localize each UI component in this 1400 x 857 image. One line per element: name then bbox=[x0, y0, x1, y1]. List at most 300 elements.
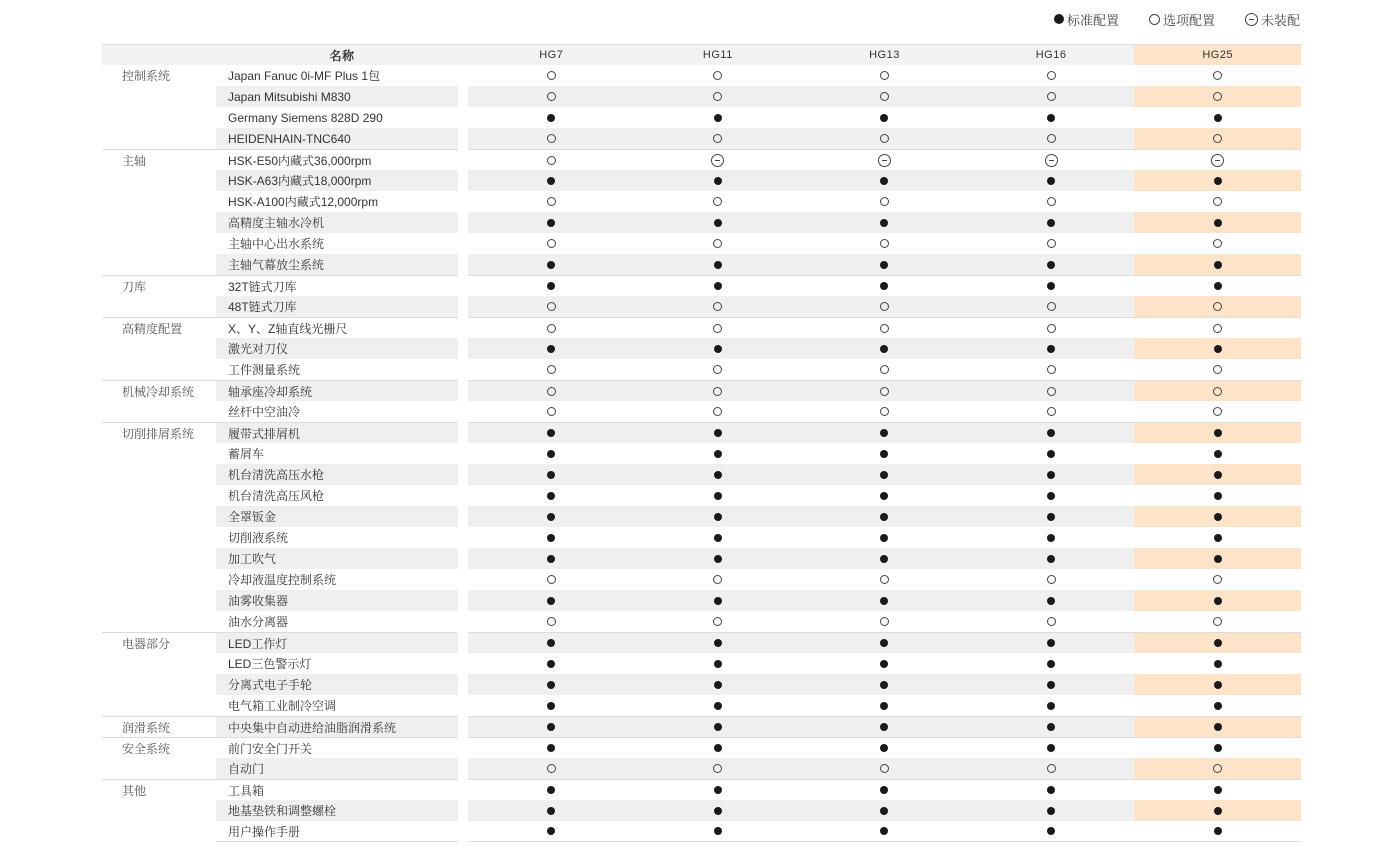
value-cell-hg25 bbox=[1134, 317, 1301, 338]
value-cell-hg11 bbox=[635, 191, 802, 212]
standard-dot-icon bbox=[547, 513, 555, 521]
item-name-cell: 加工吹气 bbox=[216, 548, 458, 569]
value-cell-hg7 bbox=[468, 695, 635, 716]
option-circle-icon bbox=[547, 407, 556, 416]
standard-dot-icon bbox=[1047, 827, 1055, 835]
item-name-cell: Japan Mitsubishi M830 bbox=[216, 86, 458, 107]
category-cell: 润滑系统 bbox=[102, 716, 216, 737]
value-cell-hg13 bbox=[801, 149, 968, 170]
item-name-cell: 履带式排屑机 bbox=[216, 422, 458, 443]
value-cell-hg16 bbox=[968, 674, 1135, 695]
option-circle-icon bbox=[880, 302, 889, 311]
option-circle-icon bbox=[1213, 324, 1222, 333]
category-cell bbox=[102, 464, 216, 485]
value-cell-hg25 bbox=[1134, 800, 1301, 821]
value-cell-hg25 bbox=[1134, 254, 1301, 275]
value-cell-hg7 bbox=[468, 548, 635, 569]
option-circle-icon bbox=[713, 239, 722, 248]
standard-dot-icon bbox=[1047, 513, 1055, 521]
value-cell-hg25 bbox=[1134, 737, 1301, 758]
option-circle-icon bbox=[547, 324, 556, 333]
value-cell-hg13 bbox=[801, 128, 968, 149]
item-name-cell: HSK-A100内藏式12,000rpm bbox=[228, 195, 379, 209]
value-cell-hg11 bbox=[635, 380, 802, 401]
option-circle-icon bbox=[1047, 407, 1056, 416]
value-cell-hg25 bbox=[1134, 716, 1301, 737]
value-cell-hg25 bbox=[1134, 779, 1301, 800]
category-cell bbox=[102, 233, 216, 254]
value-cell-hg25 bbox=[1134, 359, 1301, 380]
standard-dot-icon bbox=[714, 471, 722, 479]
legend-item-standard bbox=[1054, 10, 1119, 29]
standard-dot-icon bbox=[880, 450, 888, 458]
option-circle-icon bbox=[880, 617, 889, 626]
standard-dot-icon bbox=[714, 429, 722, 437]
value-cell-hg13 bbox=[801, 800, 968, 821]
item-name-cell: 主轴气幕放尘系统 bbox=[216, 254, 458, 275]
value-cell-hg11 bbox=[635, 254, 802, 275]
value-cell-hg16 bbox=[968, 695, 1135, 716]
option-circle-icon bbox=[1213, 197, 1222, 206]
standard-dot-icon bbox=[547, 786, 555, 794]
standard-dot-icon bbox=[880, 261, 888, 269]
value-cell-hg7 bbox=[468, 821, 635, 842]
table-row bbox=[102, 443, 1301, 464]
value-cell-hg16 bbox=[968, 737, 1135, 758]
standard-dot-icon bbox=[714, 702, 722, 710]
table-row bbox=[102, 212, 1301, 233]
value-cell-hg7 bbox=[468, 716, 635, 737]
item-name-cell: 激光对刀仪 bbox=[216, 338, 458, 359]
standard-dot-icon bbox=[880, 702, 888, 710]
option-circle-icon bbox=[547, 156, 556, 165]
option-circle-icon bbox=[713, 764, 722, 773]
legend-item-na bbox=[1245, 10, 1300, 29]
standard-dot-icon bbox=[880, 744, 888, 752]
standard-dot-icon bbox=[1047, 723, 1055, 731]
value-cell-hg16 bbox=[968, 296, 1135, 317]
value-cell-hg11 bbox=[635, 338, 802, 359]
table-row bbox=[102, 170, 1301, 191]
value-cell-hg11 bbox=[635, 107, 802, 128]
value-cell-hg11 bbox=[635, 611, 802, 632]
value-cell-hg7 bbox=[468, 254, 635, 275]
value-cell-hg7 bbox=[468, 86, 635, 107]
value-cell-hg7 bbox=[468, 674, 635, 695]
standard-dot-icon bbox=[1047, 177, 1055, 185]
value-cell-hg11 bbox=[635, 128, 802, 149]
value-cell-hg7 bbox=[468, 611, 635, 632]
option-circle-icon bbox=[1047, 324, 1056, 333]
option-circle-icon bbox=[1047, 71, 1056, 80]
value-cell-hg7 bbox=[468, 422, 635, 443]
category-cell bbox=[102, 212, 216, 233]
option-circle-icon bbox=[713, 365, 722, 374]
category-cell bbox=[102, 254, 216, 275]
option-circle-icon bbox=[713, 302, 722, 311]
value-cell-hg13 bbox=[801, 191, 968, 212]
value-cell-hg16 bbox=[968, 149, 1135, 170]
option-circle-icon bbox=[1213, 302, 1222, 311]
item-name-cell: 48T链式刀库 bbox=[216, 296, 458, 317]
standard-dot-icon bbox=[714, 492, 722, 500]
value-cell-hg13 bbox=[801, 275, 968, 296]
value-cell-hg11 bbox=[635, 653, 802, 674]
category-cell: 安全系统 bbox=[102, 737, 216, 758]
value-cell-hg13 bbox=[801, 527, 968, 548]
table-row bbox=[102, 380, 1301, 401]
value-cell-hg16 bbox=[968, 569, 1135, 590]
option-circle-icon bbox=[1213, 239, 1222, 248]
item-name-cell: Japan Fanuc 0i-MF Plus 1包 bbox=[228, 69, 381, 83]
value-cell-hg7 bbox=[468, 464, 635, 485]
value-cell-hg7 bbox=[468, 779, 635, 800]
option-circle-icon bbox=[880, 197, 889, 206]
category-cell bbox=[102, 128, 216, 149]
standard-dot-icon bbox=[1054, 14, 1064, 24]
item-name-cell: LED工作灯 bbox=[216, 632, 458, 653]
value-cell-hg7 bbox=[468, 527, 635, 548]
value-cell-hg7 bbox=[468, 380, 635, 401]
option-circle-icon bbox=[1047, 575, 1056, 584]
legend-icon bbox=[1245, 13, 1258, 26]
value-cell-hg16 bbox=[968, 170, 1135, 191]
value-cell-hg13 bbox=[801, 464, 968, 485]
option-circle-icon bbox=[713, 92, 722, 101]
option-circle-icon bbox=[880, 575, 889, 584]
option-circle-icon bbox=[713, 387, 722, 396]
standard-dot-icon bbox=[547, 744, 555, 752]
standard-dot-icon bbox=[880, 219, 888, 227]
category-cell bbox=[102, 86, 216, 107]
value-cell-hg25 bbox=[1134, 758, 1301, 779]
value-cell-hg16 bbox=[968, 506, 1135, 527]
legend-label: 未装配 bbox=[1260, 12, 1300, 28]
value-cell-hg25 bbox=[1134, 464, 1301, 485]
category-cell bbox=[102, 569, 216, 590]
option-circle-icon bbox=[547, 365, 556, 374]
standard-dot-icon bbox=[714, 114, 722, 122]
value-cell-hg25 bbox=[1134, 170, 1301, 191]
header-model-hg16: HG16 bbox=[1035, 49, 1067, 61]
value-cell-hg13 bbox=[801, 86, 968, 107]
value-cell-hg13 bbox=[801, 758, 968, 779]
value-cell-hg7 bbox=[468, 296, 635, 317]
category-cell bbox=[102, 107, 216, 128]
table-row bbox=[102, 464, 1301, 485]
value-cell-hg11 bbox=[635, 422, 802, 443]
category-cell: 刀库 bbox=[102, 275, 216, 296]
standard-dot-icon bbox=[1047, 534, 1055, 542]
value-cell-hg13 bbox=[801, 401, 968, 422]
standard-dot-icon bbox=[1047, 597, 1055, 605]
standard-dot-icon bbox=[547, 681, 555, 689]
table-header bbox=[102, 44, 1301, 65]
item-name-cell: 32T链式刀库 bbox=[216, 275, 458, 296]
value-cell-hg7 bbox=[468, 653, 635, 674]
table-row bbox=[102, 233, 1301, 254]
value-cell-hg16 bbox=[968, 338, 1135, 359]
option-circle-icon bbox=[713, 134, 722, 143]
standard-dot-icon bbox=[1214, 681, 1222, 689]
legend bbox=[1054, 9, 1300, 29]
standard-dot-icon bbox=[714, 219, 722, 227]
option-circle-icon bbox=[880, 407, 889, 416]
value-cell-hg16 bbox=[968, 611, 1135, 632]
option-circle-icon bbox=[880, 764, 889, 773]
table-row bbox=[102, 254, 1301, 275]
standard-dot-icon bbox=[880, 177, 888, 185]
item-name-cell: HEIDENHAIN-TNC640 bbox=[216, 128, 458, 149]
category-cell: 高精度配置 bbox=[102, 317, 216, 338]
option-circle-icon bbox=[880, 365, 889, 374]
category-cell bbox=[102, 401, 216, 422]
value-cell-hg11 bbox=[635, 695, 802, 716]
standard-dot-icon bbox=[880, 639, 888, 647]
value-cell-hg16 bbox=[968, 527, 1135, 548]
value-cell-hg13 bbox=[801, 506, 968, 527]
option-circle-icon bbox=[1047, 197, 1056, 206]
value-cell-hg13 bbox=[801, 611, 968, 632]
category-cell bbox=[102, 695, 216, 716]
option-circle-icon bbox=[880, 324, 889, 333]
table-row bbox=[102, 548, 1301, 569]
standard-dot-icon bbox=[880, 534, 888, 542]
standard-dot-icon bbox=[714, 597, 722, 605]
standard-dot-icon bbox=[1214, 827, 1222, 835]
category-cell bbox=[102, 611, 216, 632]
table-row bbox=[102, 65, 1301, 86]
category-cell bbox=[102, 296, 216, 317]
value-cell-hg11 bbox=[635, 758, 802, 779]
standard-dot-icon bbox=[1047, 261, 1055, 269]
value-cell-hg25 bbox=[1134, 191, 1301, 212]
value-cell-hg11 bbox=[635, 737, 802, 758]
option-circle-icon bbox=[1213, 764, 1222, 773]
standard-dot-icon bbox=[1214, 597, 1222, 605]
value-cell-hg7 bbox=[468, 338, 635, 359]
value-cell-hg13 bbox=[801, 485, 968, 506]
value-cell-hg13 bbox=[801, 107, 968, 128]
option-circle-icon bbox=[713, 324, 722, 333]
value-cell-hg11 bbox=[635, 296, 802, 317]
value-cell-hg13 bbox=[801, 569, 968, 590]
value-cell-hg25 bbox=[1134, 821, 1301, 842]
item-name-cell: 地基垫铁和调整螺栓 bbox=[216, 800, 458, 821]
value-cell-hg25 bbox=[1134, 422, 1301, 443]
option-circle-icon bbox=[547, 575, 556, 584]
option-circle-icon bbox=[1213, 365, 1222, 374]
value-cell-hg11 bbox=[635, 527, 802, 548]
value-cell-hg7 bbox=[468, 485, 635, 506]
value-cell-hg16 bbox=[968, 254, 1135, 275]
option-circle-icon bbox=[547, 134, 556, 143]
standard-dot-icon bbox=[880, 555, 888, 563]
value-cell-hg11 bbox=[635, 632, 802, 653]
table-row bbox=[102, 653, 1301, 674]
value-cell-hg7 bbox=[468, 107, 635, 128]
table-row bbox=[102, 296, 1301, 317]
category-cell bbox=[102, 821, 216, 842]
value-cell-hg13 bbox=[801, 716, 968, 737]
value-cell-hg13 bbox=[801, 443, 968, 464]
value-cell-hg16 bbox=[968, 212, 1135, 233]
value-cell-hg7 bbox=[468, 317, 635, 338]
standard-dot-icon bbox=[880, 492, 888, 500]
table-row bbox=[102, 128, 1301, 149]
item-name-cell: 冷却液温度控制系统 bbox=[228, 573, 337, 587]
value-cell-hg16 bbox=[968, 821, 1135, 842]
standard-dot-icon bbox=[1214, 492, 1222, 500]
standard-dot-icon bbox=[547, 827, 555, 835]
standard-dot-icon bbox=[1047, 786, 1055, 794]
table-row bbox=[102, 674, 1301, 695]
standard-dot-icon bbox=[714, 786, 722, 794]
value-cell-hg16 bbox=[968, 317, 1135, 338]
value-cell-hg16 bbox=[968, 380, 1135, 401]
value-cell-hg16 bbox=[968, 443, 1135, 464]
standard-dot-icon bbox=[1047, 807, 1055, 815]
value-cell-hg16 bbox=[968, 548, 1135, 569]
header-model-hg7: HG7 bbox=[539, 49, 564, 61]
standard-dot-icon bbox=[1047, 450, 1055, 458]
item-name-cell: X、Y、Z轴直线光栅尺 bbox=[216, 317, 458, 338]
value-cell-hg16 bbox=[968, 653, 1135, 674]
value-cell-hg16 bbox=[968, 359, 1135, 380]
option-circle-icon bbox=[713, 617, 722, 626]
option-circle-icon bbox=[547, 71, 556, 80]
standard-dot-icon bbox=[547, 807, 555, 815]
table-row bbox=[102, 422, 1301, 443]
value-cell-hg11 bbox=[635, 821, 802, 842]
item-name-cell: 分离式电子手轮 bbox=[216, 674, 458, 695]
standard-dot-icon bbox=[1214, 555, 1222, 563]
category-cell: 主轴 bbox=[102, 149, 216, 170]
standard-dot-icon bbox=[714, 282, 722, 290]
standard-dot-icon bbox=[714, 345, 722, 353]
value-cell-hg25 bbox=[1134, 611, 1301, 632]
value-cell-hg16 bbox=[968, 86, 1135, 107]
value-cell-hg11 bbox=[635, 443, 802, 464]
option-circle-icon bbox=[1213, 134, 1222, 143]
value-cell-hg25 bbox=[1134, 380, 1301, 401]
item-name-cell: 中央集中自动进给油脂润滑系统 bbox=[216, 716, 458, 737]
table-row bbox=[102, 821, 1301, 842]
value-cell-hg25 bbox=[1134, 632, 1301, 653]
value-cell-hg16 bbox=[968, 590, 1135, 611]
category-cell bbox=[102, 338, 216, 359]
value-cell-hg7 bbox=[468, 758, 635, 779]
standard-dot-icon bbox=[1047, 744, 1055, 752]
value-cell-hg13 bbox=[801, 632, 968, 653]
option-circle-icon bbox=[1149, 14, 1160, 25]
value-cell-hg16 bbox=[968, 107, 1135, 128]
value-cell-hg11 bbox=[635, 716, 802, 737]
item-name-cell: 用户操作手册 bbox=[216, 821, 458, 842]
standard-dot-icon bbox=[547, 471, 555, 479]
value-cell-hg11 bbox=[635, 401, 802, 422]
value-cell-hg25 bbox=[1134, 527, 1301, 548]
value-cell-hg11 bbox=[635, 485, 802, 506]
category-cell: 机械冷却系统 bbox=[102, 380, 216, 401]
value-cell-hg25 bbox=[1134, 212, 1301, 233]
value-cell-hg7 bbox=[468, 191, 635, 212]
standard-dot-icon bbox=[1047, 345, 1055, 353]
value-cell-hg25 bbox=[1134, 65, 1301, 86]
item-name-cell: 主轴中心出水系统 bbox=[228, 237, 325, 251]
standard-dot-icon bbox=[1214, 345, 1222, 353]
value-cell-hg11 bbox=[635, 506, 802, 527]
table-row bbox=[102, 149, 1301, 170]
standard-dot-icon bbox=[880, 681, 888, 689]
value-cell-hg11 bbox=[635, 359, 802, 380]
header-model-hg13: HG13 bbox=[869, 49, 900, 61]
value-cell-hg13 bbox=[801, 779, 968, 800]
value-cell-hg7 bbox=[468, 233, 635, 254]
option-circle-icon bbox=[880, 134, 889, 143]
item-name-cell: 全罩钣金 bbox=[216, 506, 458, 527]
table-row bbox=[102, 86, 1301, 107]
category-cell: 切削排屑系统 bbox=[102, 422, 216, 443]
value-cell-hg13 bbox=[801, 821, 968, 842]
standard-dot-icon bbox=[1047, 282, 1055, 290]
header-model-hg11: HG11 bbox=[702, 49, 733, 61]
item-name-cell: 工具箱 bbox=[216, 779, 458, 800]
value-cell-hg25 bbox=[1134, 653, 1301, 674]
value-cell-hg25 bbox=[1134, 296, 1301, 317]
standard-dot-icon bbox=[880, 345, 888, 353]
standard-dot-icon bbox=[714, 261, 722, 269]
value-cell-hg7 bbox=[468, 359, 635, 380]
value-cell-hg13 bbox=[801, 170, 968, 191]
value-cell-hg13 bbox=[801, 674, 968, 695]
value-cell-hg7 bbox=[468, 569, 635, 590]
standard-dot-icon bbox=[1214, 471, 1222, 479]
value-cell-hg11 bbox=[635, 233, 802, 254]
standard-dot-icon bbox=[1214, 744, 1222, 752]
option-circle-icon bbox=[1047, 387, 1056, 396]
category-cell bbox=[102, 653, 216, 674]
value-cell-hg13 bbox=[801, 233, 968, 254]
category-cell bbox=[102, 674, 216, 695]
value-cell-hg25 bbox=[1134, 149, 1301, 170]
value-cell-hg7 bbox=[468, 443, 635, 464]
standard-dot-icon bbox=[547, 723, 555, 731]
value-cell-hg25 bbox=[1134, 674, 1301, 695]
value-cell-hg25 bbox=[1134, 506, 1301, 527]
value-cell-hg13 bbox=[801, 296, 968, 317]
standard-dot-icon bbox=[1214, 429, 1222, 437]
standard-dot-icon bbox=[1214, 261, 1222, 269]
standard-dot-icon bbox=[880, 723, 888, 731]
standard-dot-icon bbox=[547, 597, 555, 605]
standard-dot-icon bbox=[1214, 807, 1222, 815]
option-circle-icon bbox=[713, 575, 722, 584]
standard-dot-icon bbox=[547, 219, 555, 227]
category-cell: 其他 bbox=[102, 779, 216, 800]
table-body bbox=[102, 65, 1301, 842]
item-name-cell: LED三色警示灯 bbox=[228, 657, 312, 671]
option-circle-icon bbox=[1213, 71, 1222, 80]
value-cell-hg16 bbox=[968, 800, 1135, 821]
item-name-cell: Germany Siemens 828D 290 bbox=[228, 110, 383, 125]
value-cell-hg25 bbox=[1134, 86, 1301, 107]
standard-dot-icon bbox=[880, 660, 888, 668]
option-circle-icon bbox=[880, 239, 889, 248]
standard-dot-icon bbox=[880, 513, 888, 521]
value-cell-hg11 bbox=[635, 548, 802, 569]
value-cell-hg11 bbox=[635, 674, 802, 695]
